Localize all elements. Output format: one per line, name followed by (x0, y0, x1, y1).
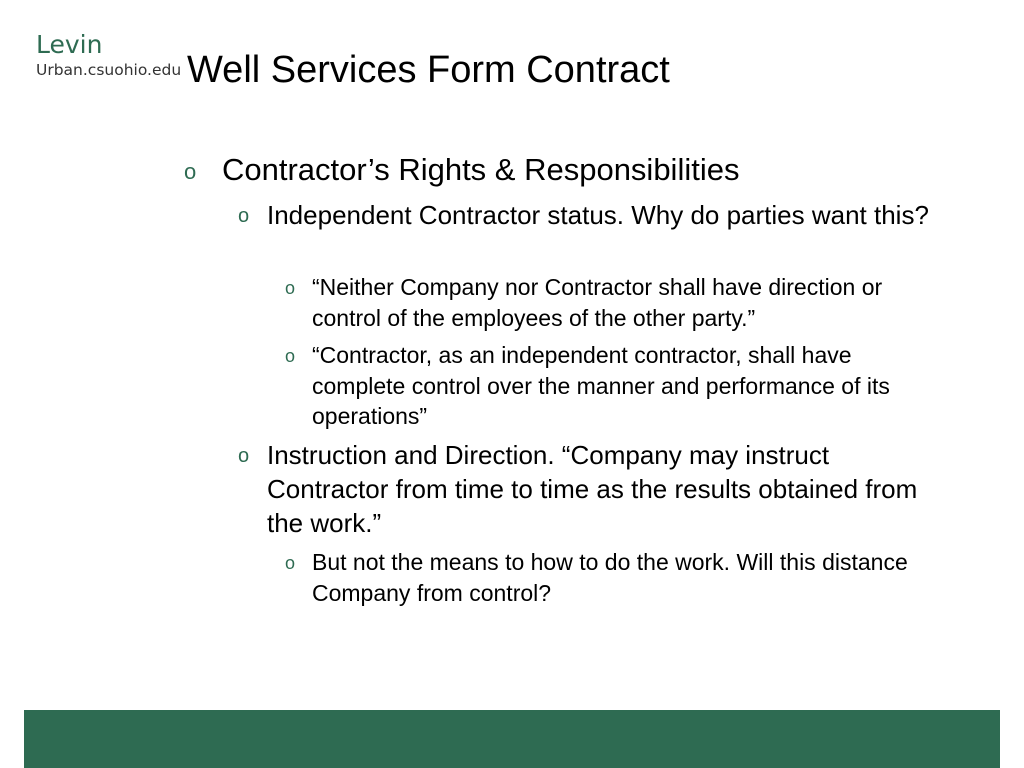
bullet-level1-rights (184, 152, 944, 192)
bullet-level3-quote-control (285, 340, 935, 432)
bullet-level3-means (285, 547, 935, 608)
bullet-text: Instruction and Direction. “Company may instruct Contractor from time to time as the results obtained from the work.” (267, 440, 918, 538)
bullet-text: “Contractor, as an independent contractor, shall have complete control over the manner and performance of its operations” (312, 342, 890, 429)
hollow-circle-bullet-icon: o (238, 445, 250, 467)
levin-logo (36, 30, 181, 80)
hollow-circle-bullet-icon: o (285, 553, 296, 573)
logo-url: Urban.csuohio.edu (36, 61, 182, 79)
slide-title: Well Services Form Contract (187, 49, 670, 91)
hollow-circle-bullet-icon: o (285, 278, 296, 298)
bullet-text: Contractor’s Rights & Responsibilities (222, 152, 740, 187)
bullet-text: “Neither Company nor Contractor shall have direction or control of the employees of the other party.” (312, 274, 883, 331)
hollow-circle-bullet-icon: o (238, 205, 250, 227)
bullet-text: Independent Contractor status. Why do parties want this? (267, 200, 929, 230)
bullet-level2-instruction-direction (238, 438, 942, 540)
bullet-level3-quote-direction (285, 272, 935, 333)
bullet-level2-independent-contractor (238, 198, 942, 235)
footer-band (24, 710, 1000, 768)
hollow-circle-bullet-icon: o (184, 159, 197, 184)
logo-name: Levin (36, 30, 103, 59)
bullet-text: But not the means to how to do the work. Will this distance Company from control? (312, 549, 908, 606)
hollow-circle-bullet-icon: o (285, 346, 296, 366)
